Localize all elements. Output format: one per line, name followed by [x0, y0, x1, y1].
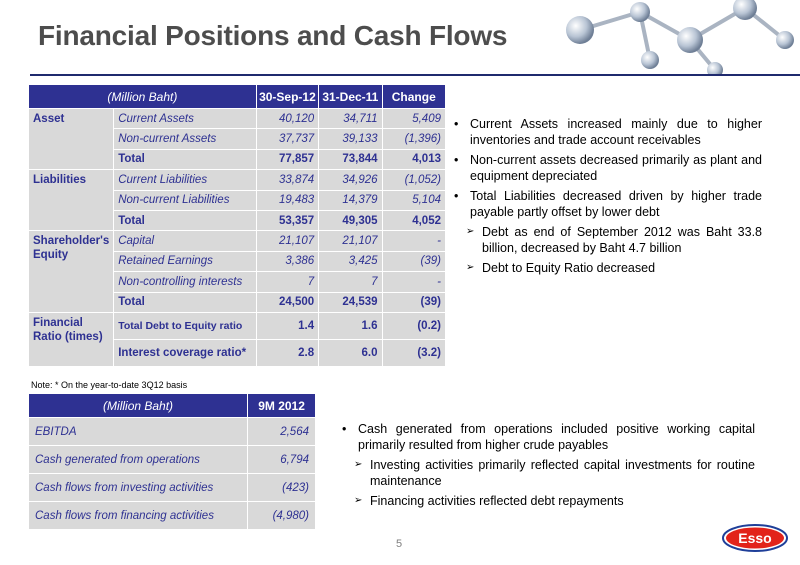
row-label: Cash generated from operations	[29, 446, 248, 474]
bullet-item: • Total Liabilities decreased driven by higher trade payable partly offset by lower debt	[452, 188, 762, 220]
column-header-31-dec-11: 31-Dec-11	[319, 85, 382, 109]
cell-value: 6.0	[319, 339, 382, 366]
cell-value: 2,564	[248, 418, 316, 446]
sub-bullet-item: ➢ Financing activities reflected debt repayments	[340, 493, 755, 509]
table-row	[29, 312, 446, 339]
cash-flow-table	[28, 393, 316, 530]
cell-value: 33,874	[256, 170, 318, 190]
row-label: Interest coverage ratio*	[114, 339, 256, 366]
group-label-asset: Asset	[29, 109, 114, 170]
cell-value: 1.4	[256, 312, 318, 339]
row-label: Total	[114, 292, 256, 312]
cell-value: 40,120	[256, 109, 318, 129]
row-label: Non-current Liabilities	[114, 190, 256, 210]
cell-value: 2.8	[256, 339, 318, 366]
row-label: Capital	[114, 231, 256, 251]
table-row	[29, 502, 316, 530]
cell-value: 5,104	[382, 190, 445, 210]
cell-value: 1.6	[319, 312, 382, 339]
cell-value: (1,396)	[382, 129, 445, 149]
cell-value: 73,844	[319, 149, 382, 169]
column-header-change: Change	[382, 85, 445, 109]
cell-value: 21,107	[256, 231, 318, 251]
cell-value: 24,539	[319, 292, 382, 312]
cell-value: 24,500	[256, 292, 318, 312]
cell-value: 77,857	[256, 149, 318, 169]
cell-value: (39)	[382, 251, 445, 271]
row-label: Total	[114, 149, 256, 169]
cell-value: 37,737	[256, 129, 318, 149]
table-header-row	[29, 85, 446, 109]
cell-value: 34,711	[319, 109, 382, 129]
row-label: Current Assets	[114, 109, 256, 129]
row-label: Total	[114, 210, 256, 230]
cell-value: 34,926	[319, 170, 382, 190]
row-label: EBITDA	[29, 418, 248, 446]
sub-bullet-item: ➢ Debt to Equity Ratio decreased	[452, 260, 762, 276]
table-row	[29, 109, 446, 129]
group-label-liabilities: Liabilities	[29, 170, 114, 231]
row-label: Cash flows from investing activities	[29, 474, 248, 502]
unit-header: (Million Baht)	[29, 85, 257, 109]
molecule-decoration-icon	[540, 0, 800, 74]
cell-value: (1,052)	[382, 170, 445, 190]
logo-text: Esso	[738, 530, 772, 546]
row-label: Non-current Assets	[114, 129, 256, 149]
table-row	[29, 231, 446, 251]
table-footnote: Note: * On the year-to-date 3Q12 basis	[31, 380, 188, 390]
cell-value: 49,305	[319, 210, 382, 230]
cell-value: (3.2)	[382, 339, 445, 366]
table-row	[29, 446, 316, 474]
group-label-financial-ratio: Financial Ratio (times)	[29, 312, 114, 366]
cell-value: -	[382, 231, 445, 251]
cell-value: 39,133	[319, 129, 382, 149]
cell-value: -	[382, 272, 445, 292]
column-header-30-sep-12: 30-Sep-12	[256, 85, 318, 109]
financial-position-table	[28, 84, 446, 367]
cell-value: 53,357	[256, 210, 318, 230]
table-row	[29, 170, 446, 190]
cell-value: 3,425	[319, 251, 382, 271]
cell-value: (4,980)	[248, 502, 316, 530]
column-header-9m-2012: 9M 2012	[248, 394, 316, 418]
page-number: 5	[396, 538, 403, 550]
title-divider	[30, 74, 800, 76]
cell-value: 6,794	[248, 446, 316, 474]
cell-value: 4,052	[382, 210, 445, 230]
cell-value: 21,107	[319, 231, 382, 251]
position-commentary	[452, 116, 762, 280]
cell-value: (0.2)	[382, 312, 445, 339]
bullet-item: • Non-current assets decreased primarily as plant and equipment depreciated	[452, 152, 762, 184]
cell-value: 5,409	[382, 109, 445, 129]
esso-logo-icon	[722, 524, 788, 552]
table-row	[29, 418, 316, 446]
sub-bullet-item: ➢ Debt as end of September 2012 was Baht 33.8 billion, decreased by Baht 4.7 billion	[452, 224, 762, 256]
page-title: Financial Positions and Cash Flows	[38, 20, 508, 51]
cell-value: 7	[256, 272, 318, 292]
row-label: Current Liabilities	[114, 170, 256, 190]
row-label: Cash flows from financing activities	[29, 502, 248, 530]
cell-value: 19,483	[256, 190, 318, 210]
cell-value: (39)	[382, 292, 445, 312]
row-label: Non-controlling interests	[114, 272, 256, 292]
cash-flow-commentary	[340, 421, 755, 513]
cell-value: (423)	[248, 474, 316, 502]
cell-value: 4,013	[382, 149, 445, 169]
row-label: Retained Earnings	[114, 251, 256, 271]
sub-bullet-item: ➢ Investing activities primarily reflected capital investments for routine maintenance	[340, 457, 755, 489]
unit-header: (Million Baht)	[29, 394, 248, 418]
cell-value: 3,386	[256, 251, 318, 271]
bullet-item: • Current Assets increased mainly due to higher inventories and trade account receivables	[452, 116, 762, 148]
row-label: Total Debt to Equity ratio	[114, 312, 256, 339]
bullet-item: • Cash generated from operations included positive working capital primarily resulted from higher crude payables	[340, 421, 755, 453]
cell-value: 14,379	[319, 190, 382, 210]
table-row	[29, 474, 316, 502]
group-label-equity: Shareholder's Equity	[29, 231, 114, 313]
cell-value: 7	[319, 272, 382, 292]
table-header-row	[29, 394, 316, 418]
